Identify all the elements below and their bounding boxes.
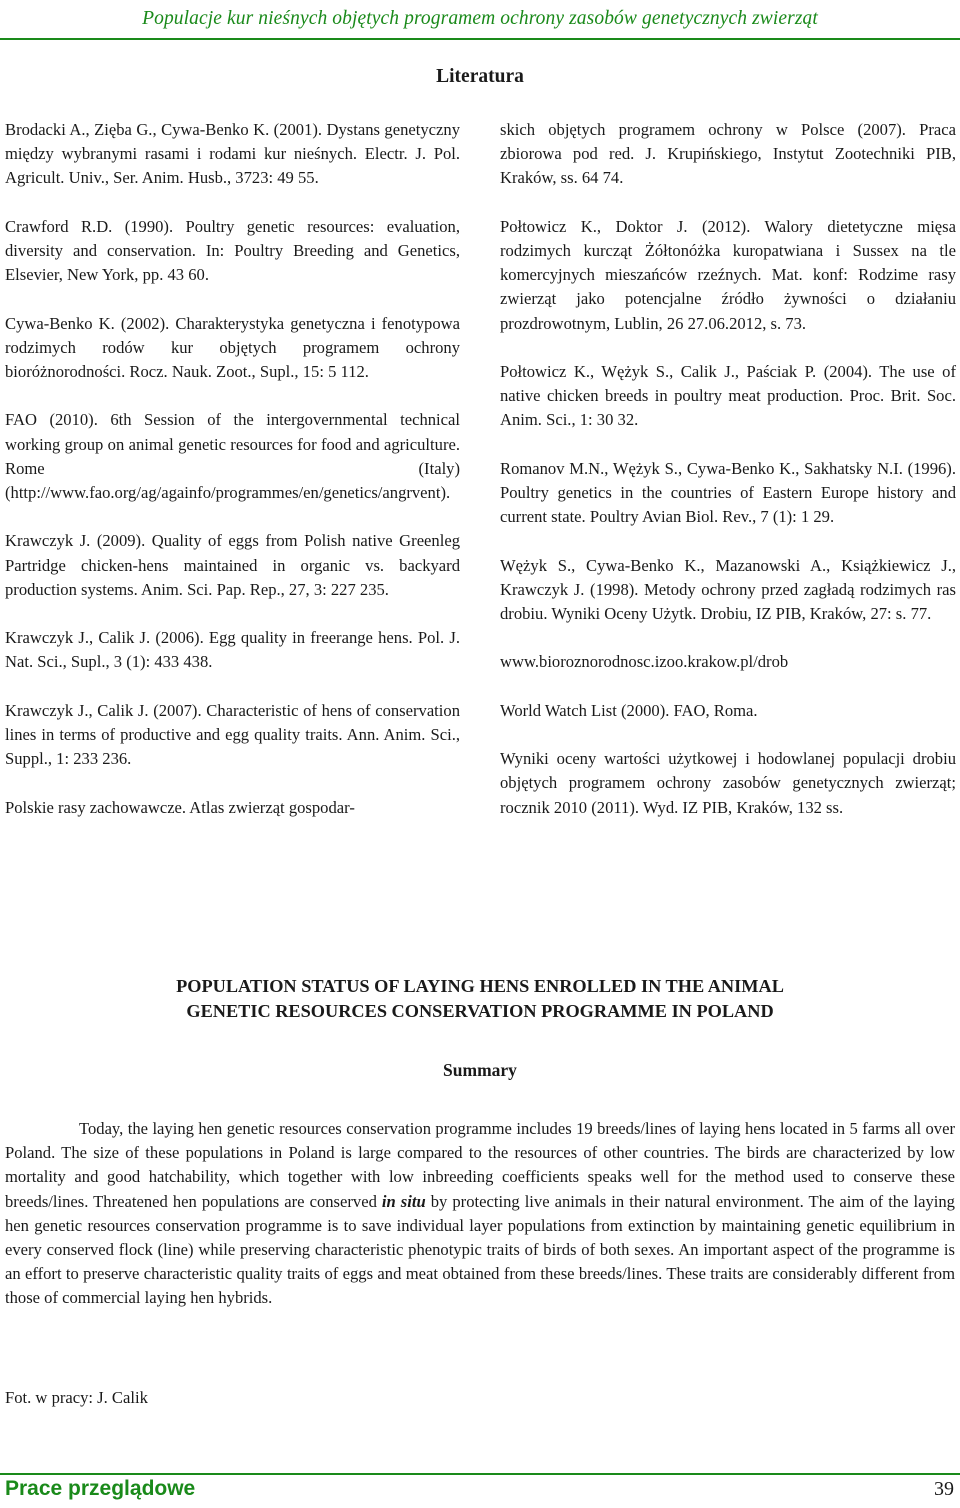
references-left-column <box>5 118 460 844</box>
english-summary <box>0 974 960 1311</box>
reference-item: Krawczyk J., Calik J. (2006). Egg quality in freerange hens. Pol. J. Nat. Sci., Supl., 3 (1): 433 438. <box>5 628 460 672</box>
reference-item: Połtowicz K., Doktor J. (2012). Walory dietetyczne mięsa rodzimych kurcząt Żółtonóżka kuropatwiana i Sussex na tle komercyjnych mieszańców rzeźnych. Mat. konf: Rodzime rasy zwierząt jako potencjalne źródło żywności o działaniu prozdrowotnym, Lublin, 26 27.06.2012, s. 73. <box>500 216 956 333</box>
page-number: 39 <box>934 1478 954 1500</box>
reference-item: Polskie rasy zachowawcze. Atlas zwierząt gospodar- <box>5 797 355 817</box>
reference-item: Krawczyk J. (2009). Quality of eggs from Polish native Greenleg Partridge chicken-hens maintained in organic vs. backyard production systems. Anim. Sci. Pap. Rep., 27, 3: 227 235. <box>5 531 460 599</box>
summary-heading: Summary <box>443 1060 517 1080</box>
reference-item: Crawford R.D. (1990). Poultry genetic resources: evaluation, diversity and conservation. In: Poultry Breeding and Genetics, Elsevier, New York, pp. 43 60. <box>5 216 460 285</box>
running-header <box>0 0 960 40</box>
reference-item: skich objętych programem ochrony w Polsce (2007). Praca zbiorowa pod red. J. Krupińskiego, Instytut Zootechniki PIB, Kraków, ss. 64 74. <box>500 120 956 188</box>
summary-emphasis: in situ <box>381 1191 426 1211</box>
reference-item: Cywa-Benko K. (2002). Charakterystyka genetyczna i fenotypowa rodzimych rodów kur objętych programem ochrony bioróżnorodności. Rocz. Nauk. Zoot., Supl., 15: 5 112. <box>5 313 460 381</box>
photo-credit: Fot. w pracy: J. Calik <box>5 1388 148 1407</box>
summary-title-line-2: GENETIC RESOURCES CONSERVATION PROGRAMME IN POLAND <box>186 1001 774 1021</box>
summary-text-part-2: by protecting live animals in their natural environment. The aim of the laying hen genetic resources conservation programme is to save individual layer populations from extinction by maintaining genetic equilibrium in every conserved flock (line) while preserving characteristic phenotypic traits of birds of both sexes. An important aspect of the programme is an effort to preserve characteristic quality traits of eggs and meat obtained from these breeds/lines. These traits are considerably different from those of commercial laying hen hybrids. <box>5 1191 955 1308</box>
summary-title-line-1: POPULATION STATUS OF LAYING HENS ENROLLED IN THE ANIMAL <box>176 976 784 996</box>
reference-item: Wyniki oceny wartości użytkowej i hodowlanej populacji drobiu objętych programem ochrony zasobów genetycznych zwierząt; rocznik 2010 (2011). Wyd. IZ PIB, Kraków, 132 ss. <box>500 749 956 817</box>
reference-link[interactable]: www.bioroznorodnosc.izoo.krakow.pl/drob <box>500 652 789 672</box>
reference-item: World Watch List (2000). FAO, Roma. <box>500 700 758 720</box>
reference-item: Krawczyk J., Calik J. (2007). Characteristic of hens of conservation lines in terms of productive and egg quality traits. Ann. Anim. Sci., Suppl., 1: 233 236. <box>5 700 460 769</box>
reference-item: Romanov M.N., Wężyk S., Cywa-Benko K., Sakhatsky N.I. (1996). Poultry genetics in the countries of Eastern Europe history and current state. Poultry Avian Biol. Rev., 7 (1): 1 29. <box>500 458 956 527</box>
footer-divider <box>0 1473 960 1475</box>
literature-heading: Literatura <box>436 66 524 87</box>
reference-item: FAO (2010). 6th Session of the intergovernmental technical working group on animal genetic resources for food and agriculture. Rome (Italy) (http://www.fao.org/ag/againfo/programmes/en/genetics/angrvent). <box>5 410 460 502</box>
reference-item: Połtowicz K., Wężyk S., Calik J., Paściak P. (2004). The use of native chicken breeds in poultry meat production. Proc. Brit. Soc. Anim. Sci., 1: 30 32. <box>500 362 956 430</box>
references-right-column <box>500 118 956 844</box>
footer-section-label: Prace przeglądowe <box>5 1477 196 1500</box>
running-title: Populacje kur nieśnych objętych programem ochrony zasobów genetycznych zwierząt <box>142 8 818 29</box>
summary-paragraph <box>5 1117 955 1311</box>
summary-text-part-1: Today, the laying hen genetic resources conservation programme includes 19 breeds/lines of laying hens located in 5 farms all over Poland. The size of these populations in Poland is large compared to the resources of other countries. The birds are characterized by low mortality and good hatchability, which together with low inbreeding coefficients speaks well for the method used to conserve these breeds/lines. Threatened hen populations are conserved <box>5 1119 955 1211</box>
reference-item: Brodacki A., Zięba G., Cywa-Benko K. (2001). Dystans genetyczny między wybranymi rasami i rodami kur nieśnych. Electr. J. Pol. Agricult. Univ., Ser. Anim. Husb., 3723: 49 55. <box>5 120 460 188</box>
reference-item: Wężyk S., Cywa-Benko K., Mazanowski A., Książkiewicz J., Krawczyk J. (1998). Metody ochrony przed zagładą rodzimych ras drobiu. Wyniki Oceny Użytk. Drobiu, IZ PIB, Kraków, 27: s. 77. <box>500 555 956 623</box>
